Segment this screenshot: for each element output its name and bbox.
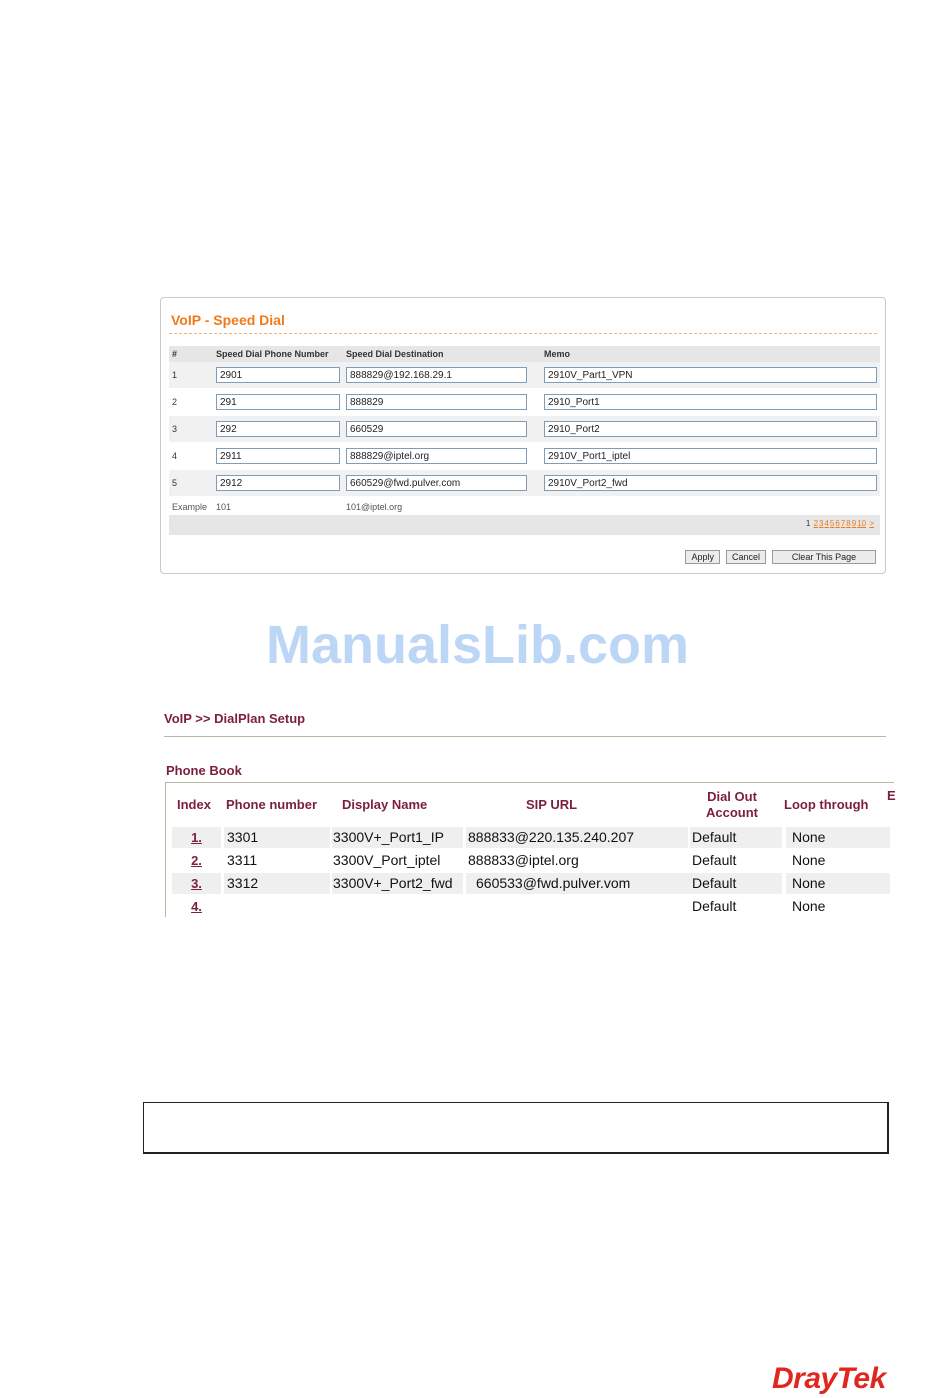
loop-through: None [786,827,890,848]
table-row [172,873,894,894]
row-index: 1 [169,362,213,389]
table-header [169,346,880,362]
col-index: # [169,346,213,362]
table-row [169,362,880,389]
speed-dial-destination-input[interactable]: 660529@fwd.pulver.com [346,475,527,491]
speed-dial-title: VoIP - Speed Dial [171,312,285,328]
action-buttons [685,550,876,564]
table-row [172,850,894,871]
speed-dial-destination-input[interactable]: 888829 [346,394,527,410]
page-link[interactable]: 10 [857,519,867,528]
col-sip-url: SIP URL [526,797,578,812]
memo-input[interactable]: 2910_Port2 [544,421,877,437]
memo-input[interactable]: 2910V_Part1_VPN [544,367,877,383]
phone-number: 3312 [224,873,330,894]
col-index: Index [177,797,211,812]
loop-through: None [792,852,826,868]
page-title: VoIP >> DialPlan Setup [164,711,306,726]
index-link[interactable]: 4. [191,899,202,914]
col-destination: Speed Dial Destination [343,346,541,362]
display-name: 3300V+_Port2_fwd [332,873,463,894]
pagination [169,515,880,535]
sip-url: 888833@iptel.org [468,852,579,868]
phone-number [224,896,330,917]
index-link[interactable]: 1. [172,827,221,848]
display-name [332,896,463,917]
example-destination: 101@iptel.org [343,497,541,518]
page-link[interactable]: 4 [824,519,829,528]
page-link[interactable]: 8 [846,519,851,528]
page-link[interactable]: 3 [819,519,824,528]
table-row [172,827,894,848]
memo-input[interactable]: 2910V_Port2_fwd [544,475,877,491]
page-link[interactable]: 9 [851,519,857,528]
dial-out-account: Default [690,873,782,894]
memo-input[interactable]: 2910V_Port1_iptel [544,448,877,464]
row-index: 3 [169,416,213,443]
col-phone-number: Phone number [226,797,318,812]
speed-dial-destination-input[interactable]: 888829@192.168.29.1 [346,367,527,383]
page-link[interactable]: 7 [840,519,846,528]
next-page-link[interactable]: > [869,519,874,528]
sip-url: 888833@220.135.240.207 [466,827,688,848]
table-row [169,470,880,497]
table-row [172,896,894,917]
row-index: 2 [169,389,213,416]
col-memo: Memo [541,346,880,362]
sip-url [466,896,688,917]
table-row [169,389,880,416]
apply-button[interactable]: Apply [685,550,720,564]
speed-dial-number-input[interactable]: 2911 [216,448,340,464]
speed-dial-destination-input[interactable]: 660529 [346,421,527,437]
speed-dial-number-input[interactable]: 291 [216,394,340,410]
phonebook-table [165,782,894,917]
sip-url: 660533@fwd.pulver.vom [466,873,696,894]
speed-dial-table [169,346,880,518]
watermark: ManualsLib.com [266,615,690,675]
loop-through: None [786,873,890,894]
current-page: 1 [805,519,811,528]
page-link[interactable]: 6 [835,519,840,528]
col-loop-through: Loop through [784,797,869,812]
display-name: 3300V_Port_iptel [333,852,441,868]
note-box [143,1102,889,1154]
speed-dial-number-input[interactable]: 2912 [216,475,340,491]
display-name: 3300V+_Port1_IP [332,827,463,848]
cancel-button[interactable]: Cancel [726,550,766,564]
dial-out-account: Default [690,827,782,848]
col-truncated: E [887,788,896,803]
draytek-logo: DrayTek [772,1362,886,1395]
dial-out-account: Default [692,852,737,868]
page-link[interactable]: 2 [813,519,819,528]
memo-input[interactable]: 2910_Port1 [544,394,877,410]
speed-dial-number-input[interactable]: 292 [216,421,340,437]
col-display-name: Display Name [342,797,428,812]
index-link[interactable]: 3. [172,873,221,894]
example-label: Example [169,497,213,518]
title-divider [169,333,877,334]
table-row [169,416,880,443]
dial-out-account: Default [692,898,737,914]
page-link[interactable]: 5 [829,519,835,528]
col-phone-number: Speed Dial Phone Number [213,346,343,362]
speed-dial-panel [160,297,886,574]
row-index: 5 [169,470,213,497]
loop-through: None [792,898,826,914]
title-divider [164,736,886,737]
table-row [169,443,880,470]
phone-number: 3311 [227,852,258,868]
clear-page-button[interactable]: Clear This Page [772,550,876,564]
phonebook-title: Phone Book [166,763,242,778]
example-number: 101 [213,497,343,518]
index-link[interactable]: 2. [191,853,202,868]
row-index: 4 [169,443,213,470]
speed-dial-destination-input[interactable]: 888829@iptel.org [346,448,527,464]
col-dial-out-account: Dial Out Account [706,789,758,820]
speed-dial-number-input[interactable]: 2901 [216,367,340,383]
phone-number: 3301 [224,827,330,848]
